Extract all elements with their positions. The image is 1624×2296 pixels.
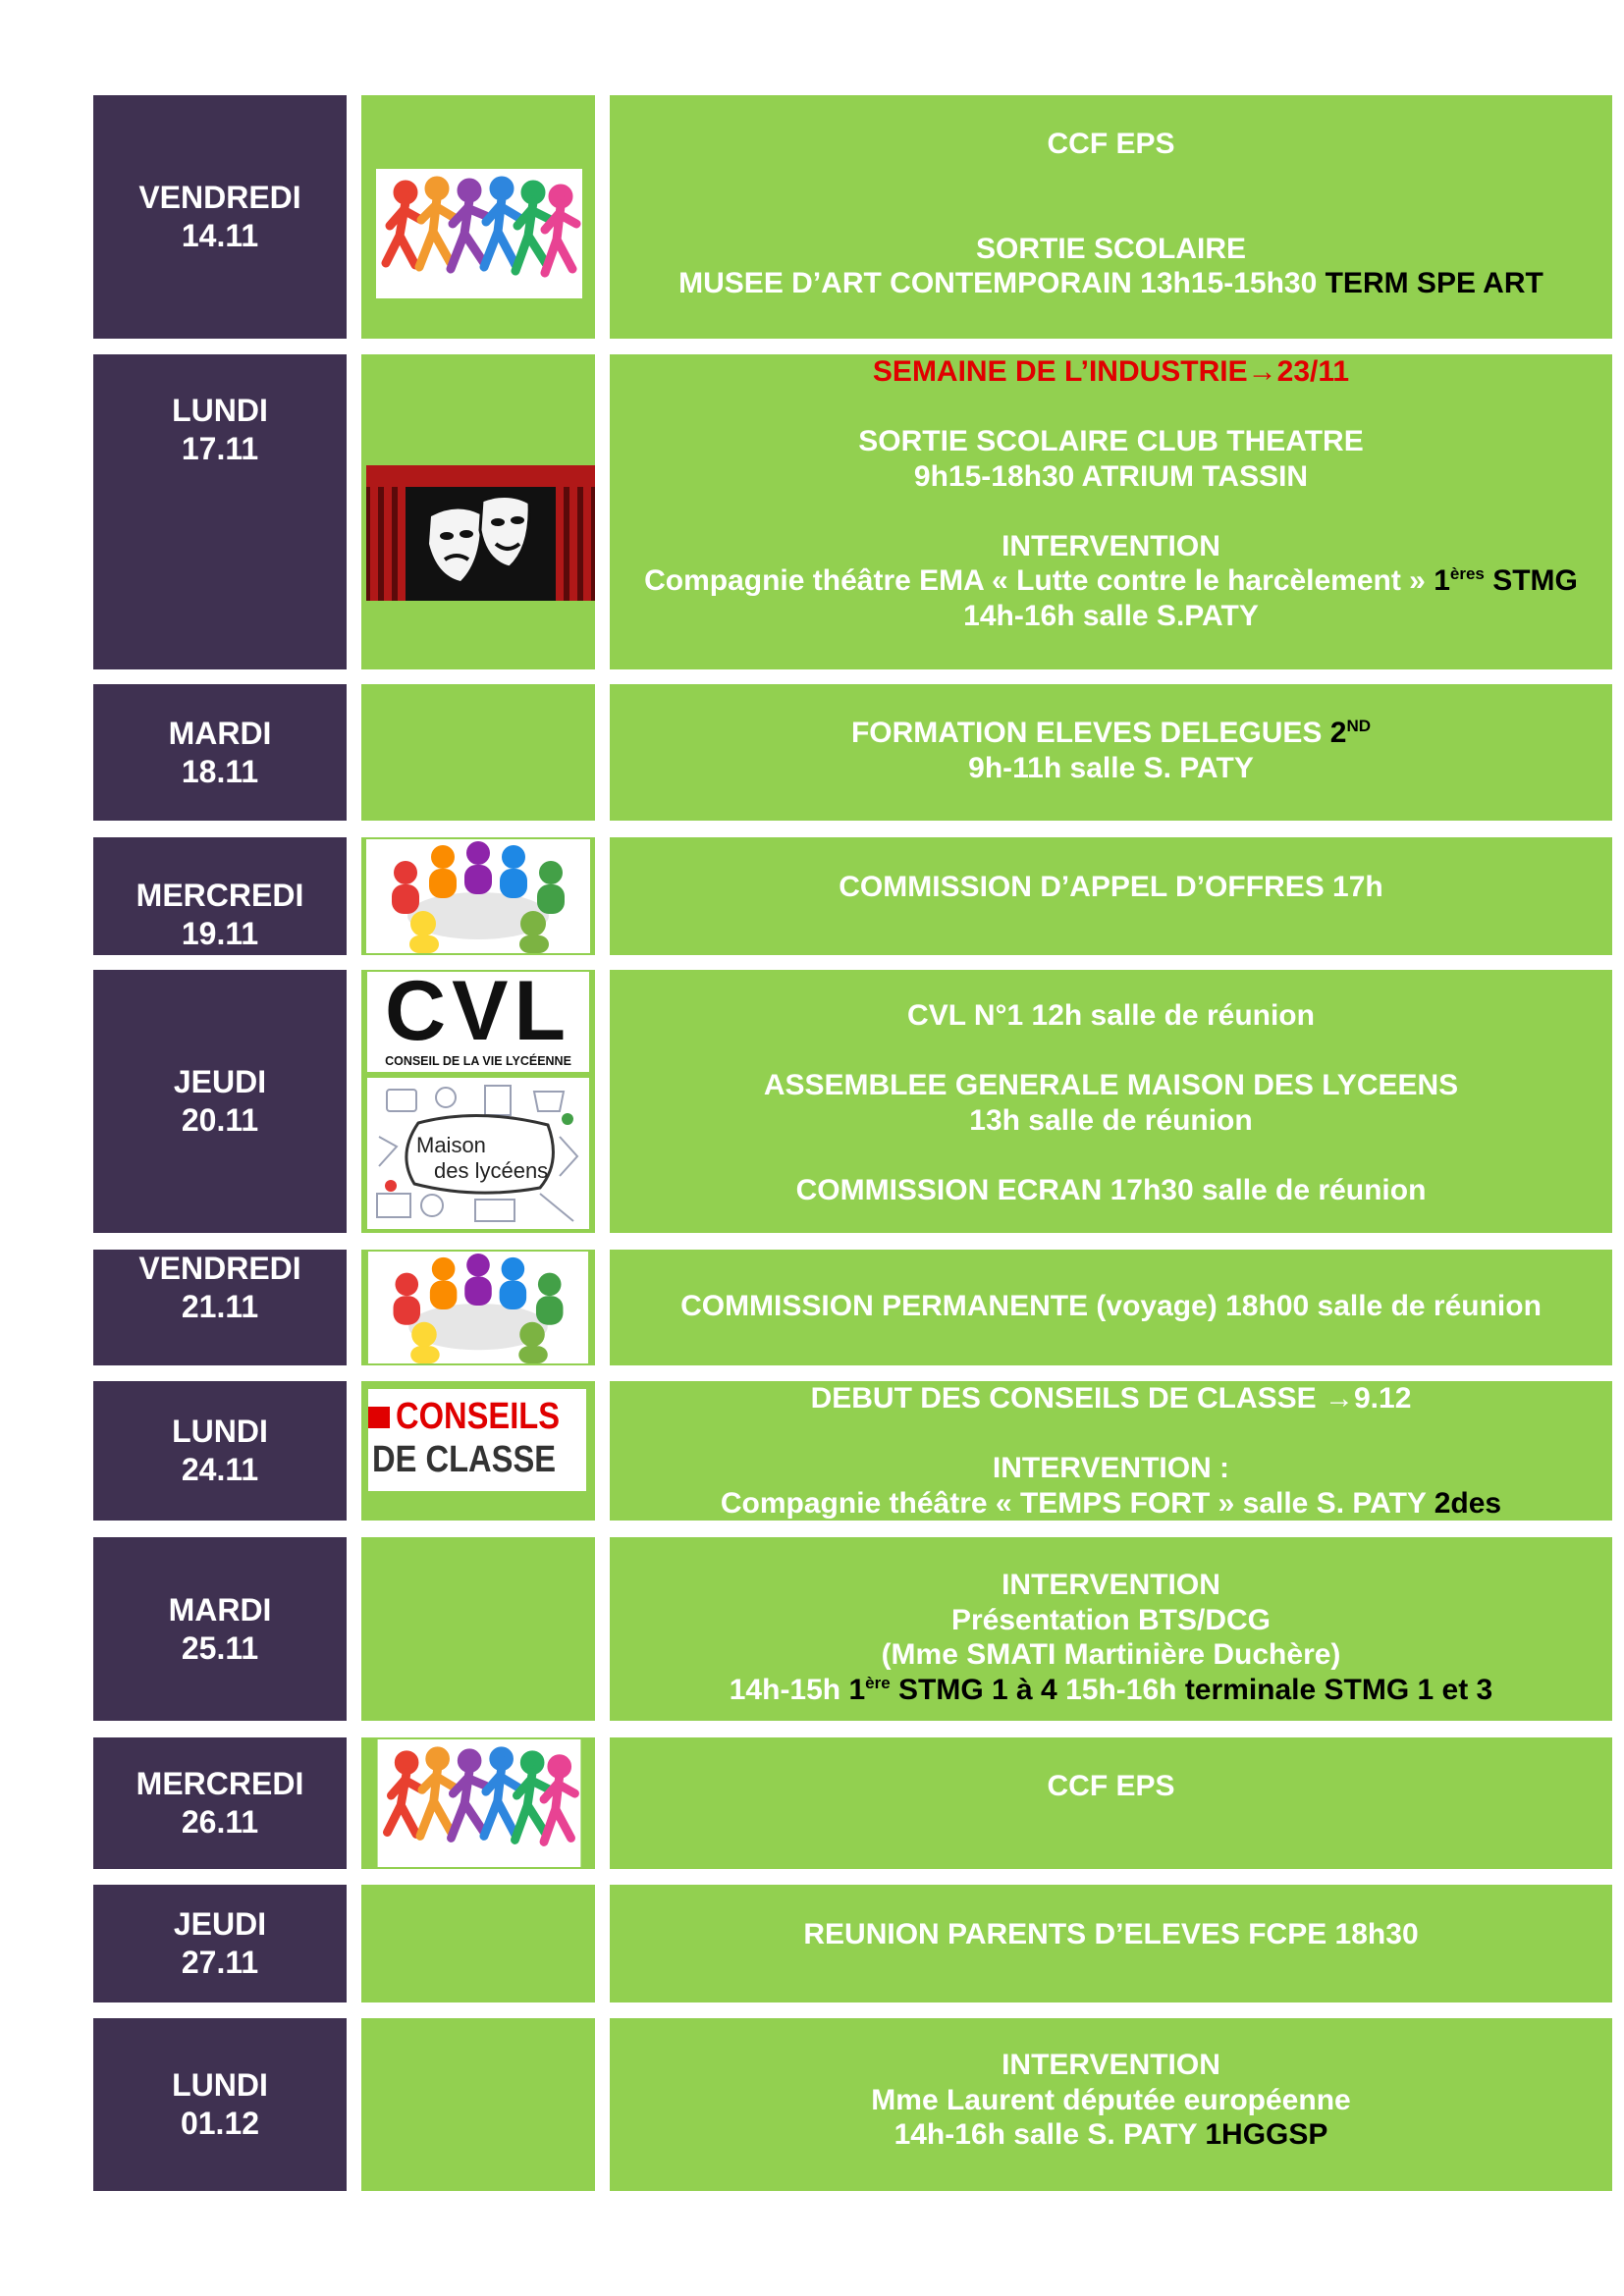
event-cell xyxy=(610,1737,1612,1869)
schedule-row xyxy=(93,1885,1612,2002)
schedule-row xyxy=(93,1250,1612,1365)
event-line: Mme Laurent députée européenne xyxy=(871,2083,1351,2116)
event-line: COMMISSION PERMANENTE (voyage) 18h00 salle de réunion xyxy=(680,1290,1542,1322)
event-line xyxy=(610,1138,1612,1173)
meeting-people-icon xyxy=(366,839,590,953)
schedule-row xyxy=(93,684,1612,821)
day-date: 25.11 xyxy=(181,1629,259,1666)
day-cell xyxy=(93,684,347,821)
runners-icon xyxy=(376,1739,582,1867)
schedule-row xyxy=(93,2018,1612,2191)
day-date: 14.11 xyxy=(181,218,259,253)
event-line: 9h15-18h30 ATRIUM TASSIN xyxy=(913,459,1309,493)
day-cell xyxy=(93,1250,347,1365)
event-line xyxy=(610,1416,1612,1452)
event-line: SORTIE SCOLAIRE xyxy=(975,232,1247,265)
event-line: 9h-11h salle S. PATY xyxy=(968,751,1254,784)
event-line: INTERVENTION xyxy=(1001,2049,1220,2081)
event-line: INTERVENTION : xyxy=(992,1452,1230,1484)
event-line: Compagnie théâtre EMA « Lutte contre le harcèlement » 1ères STMG xyxy=(644,564,1578,597)
day-name: MERCREDI xyxy=(135,878,304,913)
event-line xyxy=(610,1034,1612,1069)
day-date: 01.12 xyxy=(180,2106,260,2141)
day-name: MARDI xyxy=(168,1591,272,1628)
day-date: 17.11 xyxy=(181,431,259,466)
event-line: Présentation BTS/DCG xyxy=(950,1603,1272,1636)
event-cell xyxy=(610,1537,1612,1721)
image-cell xyxy=(361,95,595,339)
cvl-logo xyxy=(367,964,589,1072)
event-line: MUSEE D’ART CONTEMPORAIN 13h15-15h30 TERM SPE ART xyxy=(678,267,1543,299)
image-cell xyxy=(361,354,595,669)
maison-line2: des lycéens xyxy=(434,1158,549,1183)
day-name: LUNDI xyxy=(172,1414,268,1449)
day-date: 19.11 xyxy=(181,916,259,951)
day-date: 20.11 xyxy=(181,1102,259,1138)
image-cell xyxy=(361,964,595,1233)
event-cell xyxy=(610,970,1612,1233)
day-cell xyxy=(93,95,347,339)
event-line: ASSEMBLEE GENERALE MAISON DES LYCEENS xyxy=(763,1069,1459,1101)
runners-icon xyxy=(376,169,582,298)
event-cell xyxy=(610,1381,1612,1521)
image-cell xyxy=(361,1381,595,1521)
day-date: 27.11 xyxy=(181,1945,259,1980)
schedule-row xyxy=(93,837,1612,955)
event-line: 14h-16h salle S. PATY 1HGGSP xyxy=(893,2118,1328,2151)
event-line: SEMAINE DE L’INDUSTRIE→23/11 xyxy=(872,355,1350,388)
event-line: INTERVENTION xyxy=(1001,529,1220,562)
conseils-line1: CONSEILS xyxy=(396,1396,561,1437)
image-cell xyxy=(361,2018,595,2191)
day-name: MERCREDI xyxy=(135,1766,304,1801)
event-cell xyxy=(610,1885,1612,2002)
schedule-row xyxy=(93,354,1612,669)
day-date: 24.11 xyxy=(181,1452,259,1487)
day-cell xyxy=(93,1381,347,1521)
event-line: 14h-16h salle S.PATY xyxy=(963,599,1259,632)
meeting-people-icon xyxy=(366,1252,590,1363)
schedule-row xyxy=(93,95,1612,339)
event-line: SORTIE SCOLAIRE CLUB THEATRE xyxy=(858,425,1364,457)
day-cell xyxy=(93,970,347,1233)
event-line: Compagnie théâtre « TEMPS FORT » salle S. PATY 2des xyxy=(720,1486,1502,1520)
day-date: 18.11 xyxy=(181,753,259,789)
event-cell xyxy=(610,354,1612,669)
schedule-row xyxy=(93,1381,1612,1521)
event-line: COMMISSION ECRAN 17h30 salle de réunion xyxy=(795,1173,1427,1206)
cvl-title: CVL xyxy=(385,964,571,1058)
event-line: REUNION PARENTS D’ELEVES FCPE 18h30 xyxy=(803,1918,1419,1950)
event-line: COMMISSION D’APPEL D’OFFRES 17h xyxy=(839,871,1383,903)
image-cell xyxy=(361,1885,595,2002)
image-cell xyxy=(361,837,595,955)
conseils-de-classe-logo xyxy=(368,1389,586,1491)
event-cell xyxy=(610,837,1612,955)
event-line: 13h salle de réunion xyxy=(969,1103,1253,1137)
day-name: JEUDI xyxy=(173,1906,267,1942)
image-cell xyxy=(361,1250,595,1365)
day-cell xyxy=(93,354,347,669)
event-line xyxy=(610,196,1612,232)
event-line xyxy=(610,390,1612,425)
event-line: CCF EPS xyxy=(1047,1770,1175,1802)
event-line: FORMATION ELEVES DELEGUES 2ND xyxy=(850,717,1372,749)
event-line: DEBUT DES CONSEILS DE CLASSE →9.12 xyxy=(810,1382,1412,1415)
theatre-masks-icon xyxy=(366,465,595,601)
image-cell xyxy=(361,684,595,821)
cvl-subtitle: CONSEIL DE LA VIE LYCÉENNE xyxy=(385,1054,571,1068)
image-cell xyxy=(361,1537,595,1721)
event-cell xyxy=(610,2018,1612,2191)
event-line: INTERVENTION xyxy=(1001,1569,1220,1601)
day-date: 26.11 xyxy=(181,1804,259,1840)
event-line xyxy=(610,162,1612,197)
day-name: MARDI xyxy=(168,715,272,751)
schedule-row xyxy=(93,1737,1612,1869)
day-cell xyxy=(93,1737,347,1869)
event-cell xyxy=(610,95,1612,339)
day-name: LUNDI xyxy=(172,2067,268,2103)
event-line: (Mme SMATI Martinière Duchère) xyxy=(881,1638,1341,1671)
maison-des-lyceens-logo xyxy=(367,1078,589,1229)
conseils-line2: DE CLASSE xyxy=(372,1439,557,1480)
day-cell xyxy=(93,2018,347,2191)
day-cell xyxy=(93,837,347,955)
day-name: LUNDI xyxy=(172,393,268,428)
event-line: CVL N°1 12h salle de réunion xyxy=(907,999,1315,1032)
event-line xyxy=(610,494,1612,529)
event-line: CCF EPS xyxy=(1047,128,1175,160)
event-line: 14h-15h 1ère STMG 1 à 4 15h-16h terminale STMG 1 et 3 xyxy=(729,1673,1493,1706)
day-name: VENDREDI xyxy=(138,180,301,215)
day-date: 21.11 xyxy=(181,1289,259,1324)
day-cell xyxy=(93,1537,347,1721)
event-cell xyxy=(610,1250,1612,1365)
schedule-row xyxy=(93,1537,1612,1721)
maison-line1: Maison xyxy=(416,1133,486,1157)
event-cell xyxy=(610,684,1612,821)
image-cell xyxy=(361,1737,595,1869)
day-name: JEUDI xyxy=(173,1064,267,1099)
day-cell xyxy=(93,1885,347,2002)
day-name: VENDREDI xyxy=(138,1251,301,1286)
schedule-row xyxy=(93,964,1612,1233)
red-square-icon xyxy=(368,1407,390,1428)
